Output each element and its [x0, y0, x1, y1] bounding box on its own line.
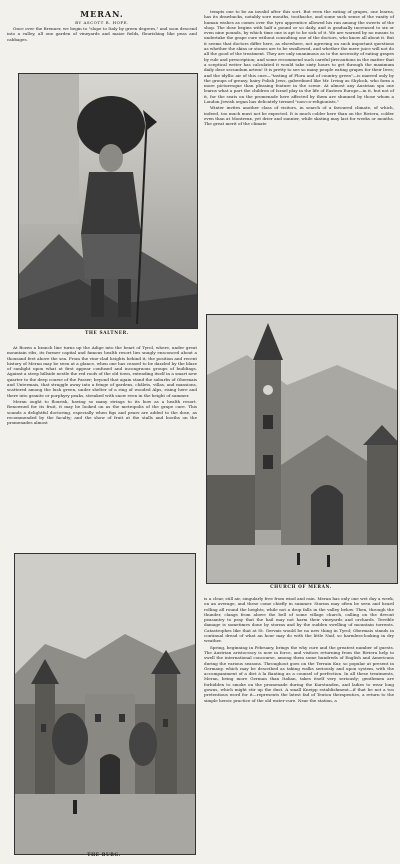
right-column-bottom — [204, 596, 394, 704]
article-title: MERAN. — [80, 9, 124, 19]
church-engraving — [206, 314, 398, 584]
paragraph: tempts one to be an invalid after this sort. But even the eating of grapes, one learns, has its drawbacks, notably sore mouths, toothache, and some such sense of the vanity of human wishes as comes over the tyro apprentice allowed his run among the sweets of the shop. The dose begins with half a pound or so daily, and is gradually increased to six or even nine pounds, by which time one is apt to be sick of it. We are warned by no means to undertake the grape cure without consulting one of the doctors, who know all about it. But it seems that doctors differ here, as elsewhere, not agreeing on such important questions as whether the skins or stones are to be swallowed, and whether the mere juice will not do all the good of the treatment. They are only unanimous as to the necessity of eating grapes by rule and prescription; and some recommend such careful precautions in the matter that a sceptical writer has calculated it would take sixty hours to get through the maximum daily dose secundum artem! It is pretty to see so many people eating grapes for their lives; and the idyllic air of this cure—"tasting of Flora and of country green"—is marred only by the groups of greasy, hairy Polish Jews, gaberdined like Mr. Irving as Shylock, who form a more picturesque than pleasing feature in the scene. At almost any Austrian spa one learns what a part the children of Israel play in the life of Eastern Europe—in it, but not of it, for the seats on the promenade here affected by them are shunned by those whom a London Jewish organ has delicately termed "non-co-religionists." — [204, 9, 394, 105]
caption-saltner: THE SALTNER. — [85, 331, 129, 336]
left-column-top — [7, 9, 197, 43]
paragraph: At Bozen a branch line turns up the Adige into the heart of Tyrol, where, under great mountain ribs, its former capital and famous health resort lies snugly ensconced about a thousand feet above the sea. From the vine-clad heights behind it, the position and recent history of Meran may be seen at a glance, when one has ceased to be dazzled by the blaze of sunlight upon what at first appear confused and incongruous groups of buildings. Against a steep hillside nestle the red roofs of the old town, extending itself in a smart new quarter to the deep course of the Passer; beyond that again stand the suburbs of Obermais and Untermais, that straggle away into a fringe of gardens, châlets, villas, and mansions, scattered among the lush green, under shelter of a ring of wooded Alps, rising here and there into granite or porphyry peaks, streaked with snow even in the height of summer. — [7, 345, 197, 398]
caption-church: CHURCH OF MERAN. — [270, 585, 332, 590]
byline: BY ASCOTT R. HOPE. — [75, 20, 129, 25]
saltner-engraving — [18, 73, 198, 329]
left-column-middle — [7, 345, 197, 426]
paragraph: Winter invites another class of visitors, in search of a favoured climate, of which, indeed, too much must not be expected. It is much colder here than on the Riviera, colder even than at Montreux, yet drier and sunnier, while skating may last for weeks or months. The great merit of the climate — [204, 105, 394, 127]
paragraph: is a clear, still air, singularly free from wind and rain. Meran has only one wet day a week, on an average, and these come chiefly in summer. Storms may often be seen and heard rolling all round the heights, while not a drop falls in the valley below. Then, through the thunder, clangs from above the bell of some village church, calling on the devout peasantry to pray that the hail may not harm their vineyards and orchards. Terrible damage is sometimes done by storms and by the sudden swelling of mountain torrents. Catastrophes like that at St. Gervais would be no new thing in Tyrol; Obermais stands in continual dread of what an hour may do with the little Naif, so harmless-looking in dry weather. — [204, 596, 394, 644]
paragraph: Meran ought to flourish, having so many strings to its bow as a health resort. Renowned for its fruit, it may be looked on as the metropolis of the grape cure. This sounds a delightful doctoring, especially when figs and pears are added to the dose, as recommended by the faculty; and the show of fruit at the stalls and booths on the promenades almost — [7, 398, 197, 426]
right-column-top — [204, 9, 394, 128]
caption-burg: THE BURG. — [87, 853, 121, 858]
burg-engraving — [14, 553, 196, 855]
paragraph: Once over the Brenner, we begin to "slope to Italy by green degrees," and soon descend into a valley, all one garden of vineyards and maize fields, flourishing like peas and cabbages. — [7, 26, 197, 42]
paragraph: Spring, beginning in February, brings the why cure and the greatest number of guests. The Austrian aristocracy is now in force, and visitors returning from the Riviera help to swell the international concourse, among them some hundreds of English and Americans during the various seasons. Throughout goes on the Terrain Kur, so popular at present in Germany, which may be described as taking walks seriously and upon system, with the accompaniment of a diet à la Banting as a counsel of perfection. In all these treatments, Meran, being more German than Italian, takes itself very seriously; gentlemen are forbidden to smoke on the promenade during the Kurstunden, and ladies to wear long gowns, which might stir up the dust. A small Kneipp establishment—if that be not a too pretentious word for it—represents the latest fad of Teuton therapeutics, a return to the simple heroic practice of the old water-cure. Near the station, a — [204, 644, 394, 703]
